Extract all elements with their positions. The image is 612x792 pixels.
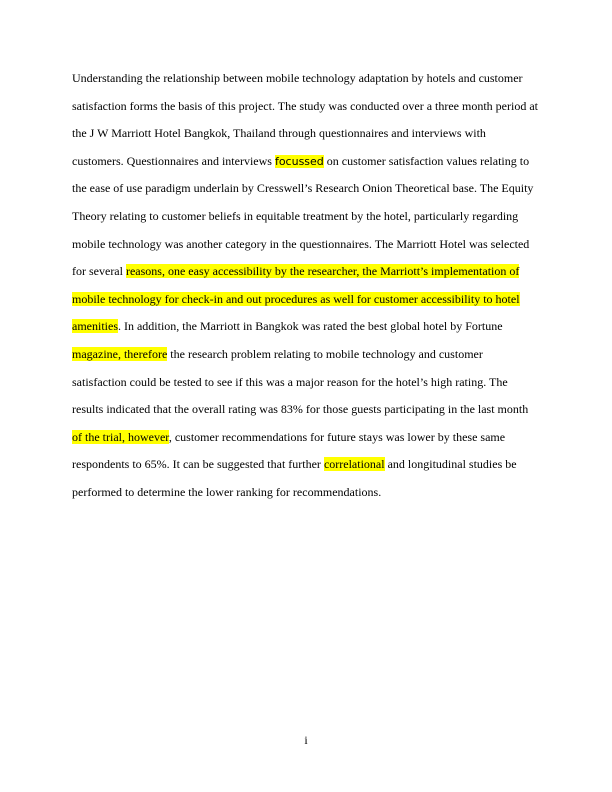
text-segment: the ease of use paradigm underlain by Cresswell’s Research Onion Theoretical base. The Equity bbox=[72, 181, 534, 196]
text-segment: customers. Questionnaires and interviews bbox=[72, 153, 275, 168]
text-line bbox=[72, 120, 544, 148]
text-line bbox=[72, 396, 544, 424]
text-segment: the J W Marriott Hotel Bangkok, Thailand through questionnaires and interviews with bbox=[72, 126, 486, 141]
highlighted-text: amenities bbox=[72, 319, 118, 334]
text-line bbox=[72, 479, 544, 507]
body-paragraph bbox=[72, 65, 544, 507]
text-segment: and longitudinal studies be bbox=[384, 457, 517, 472]
text-segment: . In addition, the Marriott in Bangkok was rated the best global hotel by Fortune bbox=[117, 319, 503, 334]
text-segment: for several bbox=[72, 264, 126, 279]
text-line bbox=[72, 175, 544, 203]
text-segment: the research problem relating to mobile technology and customer bbox=[167, 346, 483, 361]
highlighted-text: correlational bbox=[323, 457, 385, 472]
text-segment: respondents to 65%. It can be suggested that further bbox=[72, 457, 324, 472]
text-line bbox=[72, 451, 544, 479]
highlighted-text: reasons, one easy accessibility by the researcher, the Marriott’s implementation of bbox=[125, 264, 520, 279]
text-line bbox=[72, 65, 544, 93]
text-line bbox=[72, 258, 544, 286]
text-line bbox=[72, 341, 544, 369]
text-line bbox=[72, 286, 544, 314]
text-segment: Understanding the relationship between mobile technology adaptation by hotels and customer bbox=[72, 71, 523, 85]
text-segment: results indicated that the overall rating was 83% for those guests participating in the last month bbox=[72, 402, 529, 417]
highlighted-text: focussed bbox=[274, 154, 324, 168]
text-segment: mobile technology was another category in the questionnaires. The Marriott Hotel was selected bbox=[72, 236, 530, 251]
text-segment: satisfaction forms the basis of this project. The study was conducted over a three month period at bbox=[72, 98, 538, 113]
text-line bbox=[72, 148, 544, 176]
highlighted-text: mobile technology for check-in and out procedures as well for customer accessibility to hotel bbox=[72, 291, 520, 306]
page-number: i bbox=[304, 733, 308, 747]
text-line bbox=[72, 93, 544, 121]
text-line bbox=[72, 369, 544, 397]
text-segment: satisfaction could be tested to see if this was a major reason for the hotel’s high rating. The bbox=[72, 374, 508, 389]
text-segment: on customer satisfaction values relating to bbox=[323, 153, 530, 168]
highlighted-text: magazine, therefore bbox=[72, 346, 168, 361]
text-line bbox=[72, 231, 544, 259]
text-segment: performed to determine the lower ranking for recommendations. bbox=[72, 484, 382, 499]
text-segment: , customer recommendations for future stays was lower by these same bbox=[168, 429, 506, 444]
text-segment: Theory relating to customer beliefs in equitable treatment by the hotel, particularly regarding bbox=[72, 208, 519, 223]
text-line bbox=[72, 424, 544, 452]
text-line bbox=[72, 313, 544, 341]
text-line bbox=[72, 203, 544, 231]
highlighted-text: of the trial, however bbox=[72, 429, 169, 444]
